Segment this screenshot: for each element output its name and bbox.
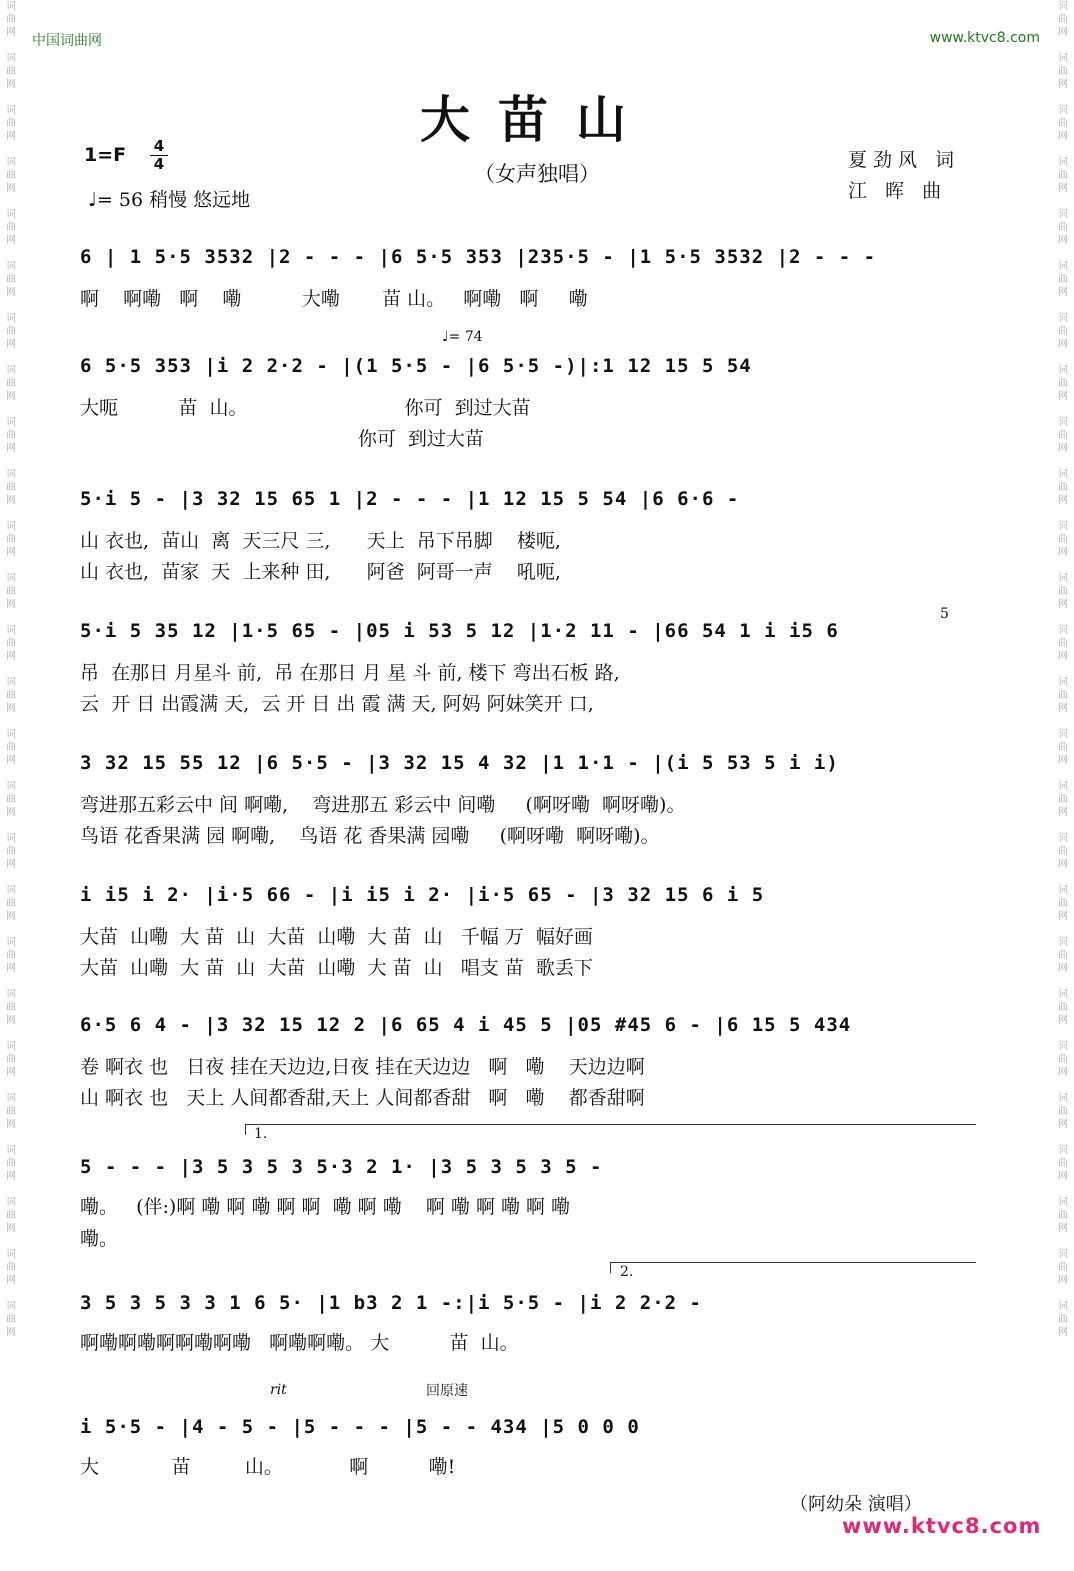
- second-ending-label: 2.: [620, 1264, 634, 1280]
- notation-line: 5·i 5 - |3 32 15 65 1 |2 - - - |1 12 15 5 54 |6 6·6 -: [80, 488, 740, 510]
- lyric-line: 卷 啊衣 也 日夜 挂在天边边,日夜 挂在天边边 啊 嘞 天边边啊: [80, 1056, 645, 1078]
- notation-line: 6·5 6 4 - |3 32 15 12 2 |6 65 4 i 45 5 |05 #45 6 - |6 15 5 434: [80, 1014, 852, 1036]
- notation-line: 6 5·5 353 |i 2 2·2 - |(1 5·5 - |6 5·5 -)|:1 12 15 5 54: [80, 355, 752, 377]
- time-signature-bottom: 4: [153, 155, 165, 173]
- site-url[interactable]: www.ktvc8.com: [929, 30, 1040, 46]
- ritardando-mark: rit: [270, 1382, 287, 1398]
- singer-credit: （阿幼朵 演唱）: [790, 1494, 922, 1515]
- second-ending-bracket: [610, 1262, 976, 1273]
- lyric-line: 吊 在那日 月星斗 前, 吊 在那日 月 星 斗 前, 楼下 弯出石板 路,: [80, 662, 620, 684]
- lyric-line: 云 开 日 出霞满 天, 云 开 日 出 霞 满 天, 阿妈 阿妹笑开 口,: [80, 693, 594, 715]
- song-title: 大苗山: [420, 91, 654, 149]
- notation-line: 5·i 5 35 12 |1·5 65 - |05 i 53 5 12 |1·2 11 - |66 54 1 i i5 6: [80, 620, 839, 642]
- lyric-line: 大苗 山嘞 大 苗 山 大苗 山嘞 大 苗 山 唱支 苗 歌丢下: [80, 957, 593, 979]
- lyric-line: 山 衣也, 苗山 离 天三尺 三, 天上 吊下吊脚 楼呃,: [80, 530, 561, 552]
- lyric-line: 大 苗 山。 啊 嘞!: [80, 1456, 456, 1478]
- lyric-line: 鸟语 花香果满 园 啊嘞, 鸟语 花 香果满 园嘞 (啊呀嘞 啊呀嘞)。: [80, 825, 660, 847]
- notation-line: 3 32 15 55 12 |6 5·5 - |3 32 15 4 32 |1 1·1 - |(i 5 53 5 i i): [80, 752, 839, 774]
- lyric-line: 啊 啊嘞 啊 嘞 大嘞 苗 山。 啊嘞 啊 嘞: [80, 288, 588, 310]
- first-ending-bracket: [245, 1124, 976, 1135]
- tempo-change-mark: ♩= 74: [442, 329, 483, 345]
- first-ending-label: 1.: [254, 1126, 268, 1142]
- composer-credit: 江 晖 曲: [848, 180, 948, 202]
- time-signature: [150, 138, 168, 173]
- right-edge-watermark: 词 曲 网 词 曲 网 词 曲 网 词 曲 网 词 曲 网 词 曲 网 词 曲 网 词 曲 网 词 曲 网 词 曲 网 词 曲 网 词 曲 网 词 曲 网 词 曲 网 词 曲 网 词 曲 网 词 曲 网 词 曲 网 词 曲 网 词 曲 网 词 曲 网 词 曲 网 词 曲 网 词 曲 网 词 曲 网 词 曲 网: [1058, 1, 1068, 1338]
- site-name[interactable]: 中国词曲网: [32, 33, 102, 49]
- lyric-line: 你可 到过大苗: [80, 428, 484, 450]
- notation-line: i 5·5 - |4 - 5 - |5 - - - |5 - - 434 |5 0 0 0: [80, 1416, 640, 1438]
- song-subtitle: （女声独唱）: [474, 162, 600, 186]
- notation-line: 6 | 1 5·5 3532 |2 - - - |6 5·5 353 |235·5 - |1 5·5 3532 |2 - - -: [80, 246, 877, 268]
- lyric-line: 山 衣也, 苗家 天 上来种 田, 阿爸 阿哥一声 吼呃,: [80, 561, 561, 583]
- lyric-line: 啊嘞啊嘞啊啊嘞啊嘞 啊嘞啊嘞。 大 苗 山。: [80, 1332, 519, 1354]
- a-tempo-mark: 回原速: [426, 1383, 468, 1399]
- tempo-marking: ♩= 56 稍慢 悠远地: [88, 189, 251, 211]
- footer-watermark: www.ktvc8.com: [842, 1514, 1042, 1538]
- notation-line: i i5 i 2· |i·5 66 - |i i5 i 2· |i·5 65 - |3 32 15 6 i 5: [80, 884, 765, 906]
- grace-note-mark: 5: [940, 606, 949, 622]
- notation-line: 3 5 3 5 3 3 1 6 5· |1 b3 2 1 -:|i 5·5 - |i 2 2·2 -: [80, 1292, 702, 1314]
- left-edge-watermark: 词 曲 网 词 曲 网 词 曲 网 词 曲 网 词 曲 网 词 曲 网 词 曲 网 词 曲 网 词 曲 网 词 曲 网 词 曲 网 词 曲 网 词 曲 网 词 曲 网 词 曲 网 词 曲 网 词 曲 网 词 曲 网 词 曲 网 词 曲 网 词 曲 网 词 曲 网 词 曲 网 词 曲 网 词 曲 网 词 曲 网: [6, 1, 16, 1338]
- lyric-line: 嘞。: [80, 1228, 119, 1250]
- lyric-line: 弯进那五彩云中 间 啊嘞, 弯进那五 彩云中 间嘞 (啊呀嘞 啊呀嘞)。: [80, 794, 686, 816]
- notation-line: 5 - - - |3 5 3 5 3 5·3 2 1· |3 5 3 5 3 5 -: [80, 1156, 603, 1178]
- lyric-line: 嘞。 (伴:)啊 嘞 啊 嘞 啊 啊 嘞 啊 嘞 啊 嘞 啊 嘞 啊 嘞: [80, 1196, 571, 1218]
- time-signature-top: 4: [153, 137, 165, 155]
- lyric-line: 大呃 苗 山。 你可 到过大苗: [80, 397, 531, 419]
- lyric-line: 大苗 山嘞 大 苗 山 大苗 山嘞 大 苗 山 千幅 万 幅好画: [80, 926, 593, 948]
- key-signature: 1=F: [84, 144, 127, 166]
- lyric-line: 山 啊衣 也 天上 人间都香甜,天上 人间都香甜 啊 嘞 都香甜啊: [80, 1087, 645, 1109]
- lyricist-credit: 夏劲风 词: [848, 149, 961, 171]
